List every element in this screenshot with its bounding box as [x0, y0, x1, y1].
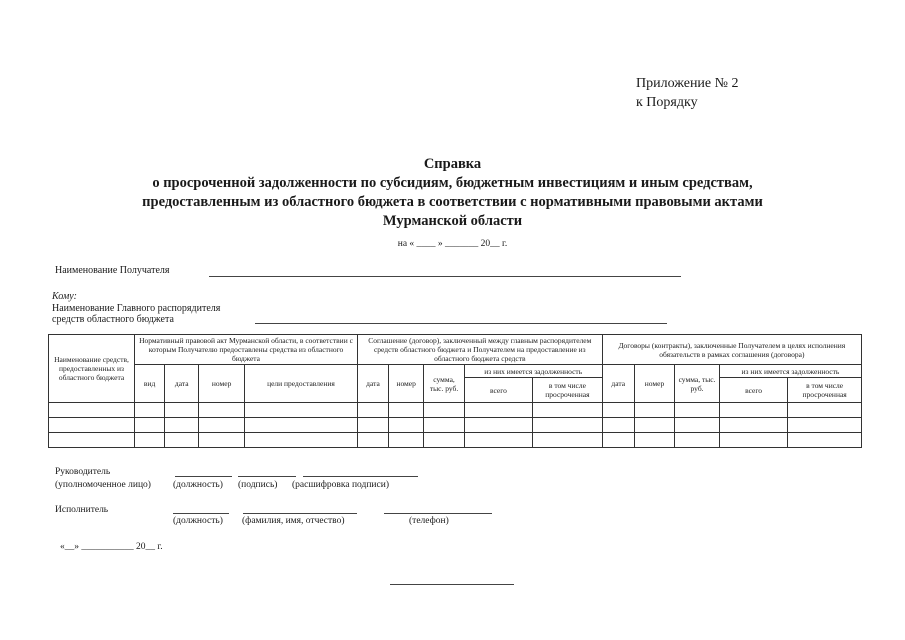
agreement-date: дата	[357, 365, 388, 403]
head-transcript-line	[303, 476, 418, 477]
col-funds-name: Наименование средств, предоставленных из областного бюджета	[49, 335, 135, 403]
debt-table	[48, 334, 862, 448]
signature-date: «__» ___________ 20__ г.	[60, 542, 163, 552]
contract-debt-total: всего	[719, 378, 787, 403]
title-line-4: Мурманской области	[382, 213, 523, 229]
to-label: Кому:	[52, 291, 77, 302]
group-agreement: Соглашение (договор), заключенный между главным распорядителем средств областного бюджета и Получателем на предоставление из областного бюджета средств	[357, 335, 602, 365]
executor-fio-caption: (фамилия, имя, отчество)	[242, 516, 345, 526]
to-line-1: Наименование Главного распорядителя	[52, 303, 221, 314]
document-title	[0, 155, 905, 231]
title-line-3: предоставленным из областного бюджета в соответствии с нормативными правовыми актами	[142, 194, 763, 210]
npa-purpose: цели предоставления	[244, 365, 357, 403]
npa-type: вид	[135, 365, 165, 403]
agreement-number: номер	[389, 365, 424, 403]
head-position-caption: (должность)	[173, 480, 223, 490]
group-contracts: Договоры (контракты), заключенные Получателем в целях исполнения обязательств в рамках соглашения (договора)	[602, 335, 861, 365]
npa-number: номер	[199, 365, 245, 403]
agreement-debt-total: всего	[464, 378, 532, 403]
recipient-fill-line	[209, 276, 681, 277]
table-row	[49, 418, 862, 433]
recipient-label: Наименование Получателя	[55, 265, 170, 276]
head-sublabel: (уполномоченное лицо)	[55, 480, 151, 490]
to-line-2: средств областного бюджета	[52, 314, 174, 325]
executor-position-line	[173, 513, 229, 514]
contract-debt-overdue: в том числе просроченная	[788, 378, 862, 403]
npa-date: дата	[165, 365, 199, 403]
head-transcript-caption: (расшифровка подписи)	[292, 480, 389, 490]
table-row	[49, 433, 862, 448]
contract-debt: из них имеется задолженность	[719, 365, 861, 378]
executor-phone-line	[384, 513, 492, 514]
head-signature-caption: (подпись)	[238, 480, 278, 490]
table-row	[49, 403, 862, 418]
annex-number: Приложение № 2	[636, 76, 739, 91]
report-date-line: на « ____ » _______ 20__ г.	[397, 239, 508, 249]
contract-sum: сумма, тыс. руб.	[675, 365, 720, 403]
group-legal-act: Нормативный правовой акт Мурманской области, в соответствии с которым Получателю предоставлены средства из областного бюджета	[135, 335, 358, 365]
contract-number: номер	[634, 365, 674, 403]
agreement-sum: сумма, тыс. руб.	[424, 365, 464, 403]
bottom-rule	[390, 584, 514, 585]
executor-label: Исполнитель	[55, 505, 109, 515]
to-fill-line	[255, 323, 667, 324]
executor-position-caption: (должность)	[173, 516, 223, 526]
head-signature-line	[238, 476, 296, 477]
head-position-line	[175, 476, 232, 477]
executor-phone-caption: (телефон)	[409, 516, 449, 526]
annex-reference: к Порядку	[636, 95, 698, 110]
title-line-2: о просроченной задолженности по субсидиям, бюджетным инвестициям и иным средствам,	[152, 175, 753, 191]
agreement-debt: из них имеется задолженность	[464, 365, 602, 378]
agreement-debt-overdue: в том числе просроченная	[533, 378, 603, 403]
title-line-1: Справка	[423, 156, 482, 172]
executor-fio-line	[243, 513, 357, 514]
annex-header	[636, 74, 739, 112]
head-label: Руководитель	[55, 467, 111, 477]
contract-date: дата	[602, 365, 634, 403]
